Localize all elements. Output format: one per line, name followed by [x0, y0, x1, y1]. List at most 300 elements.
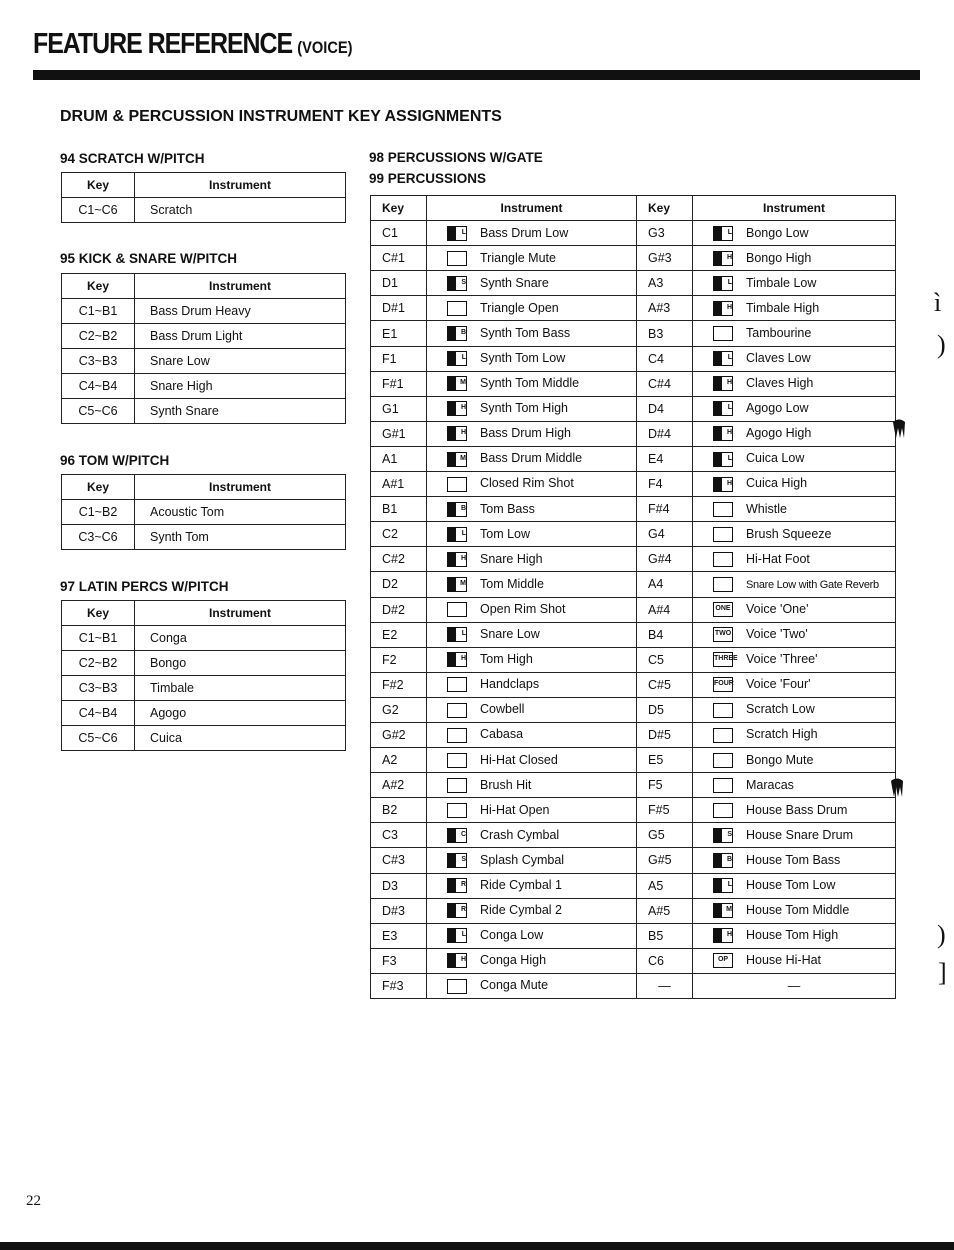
instrument-symbol-icon: M	[713, 903, 733, 918]
key-cell: C3~B3	[62, 676, 135, 701]
instrument-name: Conga Mute	[480, 978, 549, 993]
instrument-cell	[693, 572, 896, 597]
table-row	[371, 923, 896, 948]
table-row	[62, 701, 346, 726]
table-94	[61, 172, 346, 223]
key-cell: A#3	[637, 296, 693, 321]
instrument-name: Cuica High	[746, 476, 808, 491]
section-title: DRUM & PERCUSSION INSTRUMENT KEY ASSIGNMENTS	[60, 108, 502, 125]
key-cell: C4~B4	[62, 701, 135, 726]
instrument-symbol-icon	[447, 251, 467, 266]
instrument-cell	[693, 798, 896, 823]
key-cell: D#3	[371, 898, 427, 923]
instrument-symbol-icon: B	[447, 502, 467, 517]
instrument-symbol-icon: TWO	[713, 627, 733, 642]
instrument-name: Hi-Hat Foot	[746, 551, 810, 566]
table-96-title: 96 TOM W/PITCH	[60, 453, 170, 468]
instrument-cell	[427, 597, 637, 622]
table-row	[62, 198, 346, 223]
instrument-name: Bongo Low	[746, 225, 809, 240]
table-row	[62, 626, 346, 651]
table-row	[371, 446, 896, 471]
instrument-cell: Bass Drum Light	[135, 324, 346, 349]
key-cell: G3	[637, 221, 693, 246]
instrument-symbol-icon: H	[713, 928, 733, 943]
key-cell: D1	[371, 271, 427, 296]
col-key-header: Key	[371, 196, 427, 221]
instrument-symbol-icon: THREE	[713, 652, 733, 667]
instrument-cell	[693, 672, 896, 697]
key-cell: F5	[637, 773, 693, 798]
instrument-symbol-icon	[713, 778, 733, 793]
table-row	[371, 396, 896, 421]
key-cell: F#2	[371, 672, 427, 697]
key-cell: E4	[637, 446, 693, 471]
table-row	[371, 773, 896, 798]
instrument-symbol-icon: B	[713, 853, 733, 868]
instrument-name: Timbale Low	[746, 275, 817, 290]
margin-mark: )	[937, 330, 946, 359]
instrument-name: Synth Tom Low	[480, 351, 566, 365]
key-cell: —	[637, 973, 693, 998]
instrument-name: Agogo Low	[746, 401, 809, 416]
key-cell: D2	[371, 572, 427, 597]
key-cell: C1~C6	[62, 198, 135, 223]
instrument-name: Agogo High	[746, 426, 812, 441]
instrument-symbol-icon: R	[447, 903, 467, 918]
instrument-name: Synth Snare	[480, 275, 549, 290]
table-row	[62, 349, 346, 374]
key-cell: G2	[371, 697, 427, 722]
key-cell: C3~B3	[62, 349, 135, 374]
instrument-symbol-icon	[713, 552, 733, 567]
key-cell: G#3	[637, 246, 693, 271]
instrument-symbol-icon: L	[447, 226, 467, 241]
instrument-name: Bongo Mute	[746, 752, 814, 767]
instrument-cell	[427, 547, 637, 572]
instrument-symbol-icon: ONE	[713, 602, 733, 617]
key-cell: A#5	[637, 898, 693, 923]
instrument-name: Maracas	[746, 777, 794, 792]
instrument-symbol-icon: L	[713, 401, 733, 416]
key-cell: E2	[371, 622, 427, 647]
key-cell: E3	[371, 923, 427, 948]
instrument-symbol-icon: S	[713, 828, 733, 843]
margin-mark: )	[937, 920, 946, 949]
instrument-cell: Bongo	[135, 651, 346, 676]
instrument-name: Conga Low	[480, 928, 544, 943]
instrument-cell: Synth Tom	[135, 525, 346, 550]
instrument-name: House Tom Low	[746, 877, 836, 892]
key-cell: D#2	[371, 597, 427, 622]
footer-rule	[0, 1242, 954, 1250]
instrument-cell: Cuica	[135, 726, 346, 751]
instrument-cell	[693, 522, 896, 547]
col-instrument-header: Instrument	[693, 196, 896, 221]
key-cell: G4	[637, 522, 693, 547]
instrument-cell	[693, 823, 896, 848]
table-row	[371, 371, 896, 396]
instrument-name: Bass Drum Low	[480, 225, 569, 240]
instrument-name: Tom Middle	[480, 576, 544, 591]
key-cell: A2	[371, 748, 427, 773]
table-row	[62, 525, 346, 550]
key-cell: D#1	[371, 296, 427, 321]
instrument-symbol-icon: B	[447, 326, 467, 341]
instrument-symbol-icon	[447, 301, 467, 316]
instrument-cell	[693, 898, 896, 923]
table-row	[371, 547, 896, 572]
instrument-name: Splash Cymbal	[480, 852, 565, 867]
key-cell: C1~B1	[62, 299, 135, 324]
key-cell: G1	[371, 396, 427, 421]
key-cell: D#4	[637, 421, 693, 446]
instrument-symbol-icon: H	[447, 953, 467, 968]
instrument-cell	[427, 246, 637, 271]
key-cell: G5	[637, 823, 693, 848]
key-cell: C5~C6	[62, 726, 135, 751]
key-cell: C4~B4	[62, 374, 135, 399]
table-row	[371, 873, 896, 898]
instrument-name: Bongo High	[746, 250, 812, 265]
instrument-symbol-icon: C	[447, 828, 467, 843]
instrument-symbol-icon: R	[447, 878, 467, 893]
instrument-name: Tom High	[480, 652, 533, 667]
binding-mark-icon	[892, 418, 906, 440]
instrument-cell	[427, 522, 637, 547]
instrument-name: Snare Low with Gate Reverb	[746, 578, 879, 591]
instrument-symbol-icon	[713, 728, 733, 743]
instrument-cell	[427, 798, 637, 823]
instrument-symbol-icon: S	[447, 853, 467, 868]
instrument-symbol-icon: L	[713, 276, 733, 291]
instrument-name: —	[787, 978, 801, 993]
instrument-cell	[693, 973, 896, 998]
instrument-symbol-icon: H	[713, 477, 733, 492]
instrument-cell	[427, 446, 637, 471]
instrument-symbol-icon: M	[447, 452, 467, 467]
instrument-name: Tom Low	[480, 526, 531, 541]
instrument-cell: Acoustic Tom	[135, 500, 346, 525]
instrument-cell	[693, 948, 896, 973]
key-cell: B5	[637, 923, 693, 948]
key-cell: C1~B1	[62, 626, 135, 651]
table-97	[61, 600, 346, 751]
table-row	[371, 823, 896, 848]
instrument-symbol-icon	[447, 602, 467, 617]
key-cell: B1	[371, 497, 427, 522]
table-row	[371, 647, 896, 672]
instrument-symbol-icon: L	[447, 351, 467, 366]
key-cell: C#5	[637, 672, 693, 697]
instrument-name: Tambourine	[746, 325, 812, 340]
key-cell: F4	[637, 472, 693, 497]
instrument-symbol-icon: H	[713, 376, 733, 391]
instrument-name: House Tom Bass	[746, 852, 841, 867]
key-cell: A3	[637, 271, 693, 296]
table-94-title: 94 SCRATCH W/PITCH	[60, 151, 205, 166]
table-row	[371, 346, 896, 371]
instrument-cell	[693, 497, 896, 522]
key-cell: C4	[637, 346, 693, 371]
instrument-cell	[693, 321, 896, 346]
instrument-cell	[427, 697, 637, 722]
instrument-cell: Synth Snare	[135, 399, 346, 424]
instrument-name: House Tom Middle	[746, 903, 850, 918]
instrument-name: Voice 'One'	[746, 601, 809, 616]
instrument-symbol-icon: H	[447, 652, 467, 667]
key-cell: C2~B2	[62, 651, 135, 676]
table-98-99	[370, 195, 896, 999]
table-row	[371, 522, 896, 547]
key-cell: F2	[371, 647, 427, 672]
instrument-cell	[427, 622, 637, 647]
page-title	[33, 28, 353, 61]
table-row	[62, 651, 346, 676]
key-cell: C1	[371, 221, 427, 246]
col-key-header: Key	[62, 274, 135, 299]
instrument-cell	[427, 572, 637, 597]
instrument-cell	[693, 848, 896, 873]
instrument-symbol-icon: H	[713, 301, 733, 316]
instrument-cell	[693, 622, 896, 647]
instrument-cell	[693, 923, 896, 948]
instrument-cell	[427, 396, 637, 421]
instrument-symbol-icon: L	[447, 527, 467, 542]
col-key-header: Key	[62, 475, 135, 500]
instrument-name: Synth Tom High	[480, 401, 569, 416]
instrument-cell	[693, 296, 896, 321]
instrument-name: Voice 'Three'	[746, 652, 818, 667]
instrument-name: Claves Low	[746, 351, 811, 365]
instrument-cell	[427, 472, 637, 497]
table-row	[371, 622, 896, 647]
instrument-symbol-icon: L	[713, 351, 733, 366]
table-row	[371, 973, 896, 998]
col-instrument-header: Instrument	[135, 475, 346, 500]
table-row	[371, 246, 896, 271]
instrument-cell	[427, 848, 637, 873]
table-row	[62, 399, 346, 424]
table-row	[62, 324, 346, 349]
instrument-name: Voice 'Two'	[746, 627, 808, 642]
table-row	[371, 748, 896, 773]
instrument-name: Claves High	[746, 376, 814, 391]
instrument-cell	[693, 221, 896, 246]
instrument-name: Ride Cymbal 2	[480, 903, 562, 918]
table-95	[61, 273, 346, 424]
instrument-symbol-icon: L	[713, 226, 733, 241]
instrument-symbol-icon	[447, 753, 467, 768]
instrument-symbol-icon: FOUR	[713, 677, 733, 692]
table-row	[371, 421, 896, 446]
key-cell: G#4	[637, 547, 693, 572]
instrument-symbol-icon	[447, 677, 467, 692]
instrument-name: Hi-Hat Open	[480, 802, 550, 817]
instrument-symbol-icon: L	[447, 928, 467, 943]
instrument-symbol-icon: L	[713, 878, 733, 893]
instrument-name: Hi-Hat Closed	[480, 752, 558, 767]
instrument-cell	[427, 221, 637, 246]
instrument-cell	[693, 697, 896, 722]
instrument-cell	[427, 773, 637, 798]
table-row	[371, 296, 896, 321]
instrument-cell	[693, 722, 896, 747]
instrument-name: House Hi-Hat	[746, 953, 822, 968]
key-cell: E5	[637, 748, 693, 773]
key-cell: B4	[637, 622, 693, 647]
instrument-symbol-icon	[447, 477, 467, 492]
key-cell: B2	[371, 798, 427, 823]
table-99-title: 99 PERCUSSIONS	[369, 171, 487, 186]
instrument-cell	[427, 923, 637, 948]
instrument-symbol-icon	[713, 753, 733, 768]
col-instrument-header: Instrument	[135, 173, 346, 198]
col-key-header: Key	[62, 601, 135, 626]
instrument-name: Brush Hit	[480, 777, 532, 792]
table-97-title: 97 LATIN PERCS W/PITCH	[60, 579, 229, 594]
title-text: FEATURE REFERENCE	[33, 28, 293, 60]
key-cell: D#5	[637, 722, 693, 747]
instrument-cell	[427, 722, 637, 747]
instrument-symbol-icon	[713, 502, 733, 517]
key-cell: A#4	[637, 597, 693, 622]
instrument-name: Voice 'Four'	[746, 677, 811, 692]
table-row	[371, 948, 896, 973]
key-cell: C#3	[371, 848, 427, 873]
instrument-cell	[693, 271, 896, 296]
instrument-cell	[693, 748, 896, 773]
key-cell: C6	[637, 948, 693, 973]
key-cell: B3	[637, 321, 693, 346]
table-row	[371, 321, 896, 346]
key-cell: F#1	[371, 371, 427, 396]
instrument-cell: Conga	[135, 626, 346, 651]
key-cell: C3	[371, 823, 427, 848]
instrument-name: Cabasa	[480, 727, 524, 742]
table-row	[371, 798, 896, 823]
key-cell: D4	[637, 396, 693, 421]
instrument-cell	[427, 497, 637, 522]
instrument-symbol-icon: S	[447, 276, 467, 291]
key-cell: C2	[371, 522, 427, 547]
key-cell: C#2	[371, 547, 427, 572]
table-row	[371, 848, 896, 873]
key-cell: A1	[371, 446, 427, 471]
col-key-header: Key	[637, 196, 693, 221]
instrument-cell: Snare High	[135, 374, 346, 399]
table-row	[371, 472, 896, 497]
header-rule	[33, 70, 920, 80]
instrument-symbol-icon	[447, 979, 467, 994]
key-cell: C5~C6	[62, 399, 135, 424]
instrument-name: Brush Squeeze	[746, 526, 832, 541]
instrument-cell	[693, 371, 896, 396]
instrument-cell	[693, 346, 896, 371]
instrument-symbol-icon	[447, 778, 467, 793]
col-key-header: Key	[62, 173, 135, 198]
instrument-cell	[427, 898, 637, 923]
instrument-cell	[427, 748, 637, 773]
instrument-cell	[427, 346, 637, 371]
instrument-name: Bass Drum Middle	[480, 451, 583, 466]
table-row	[371, 722, 896, 747]
table-row	[371, 672, 896, 697]
col-instrument-header: Instrument	[135, 274, 346, 299]
key-cell: D3	[371, 873, 427, 898]
key-cell: C1~B2	[62, 500, 135, 525]
instrument-symbol-icon	[713, 703, 733, 718]
instrument-cell: Scratch	[135, 198, 346, 223]
instrument-name: Timbale High	[746, 300, 820, 315]
instrument-cell	[427, 873, 637, 898]
instrument-name: Scratch Low	[746, 702, 815, 717]
instrument-cell: Agogo	[135, 701, 346, 726]
instrument-cell	[427, 421, 637, 446]
table-row	[371, 221, 896, 246]
binding-mark-icon	[890, 777, 904, 799]
instrument-symbol-icon: L	[713, 452, 733, 467]
key-cell: F#5	[637, 798, 693, 823]
instrument-symbol-icon: L	[447, 627, 467, 642]
instrument-symbol-icon	[447, 728, 467, 743]
table-96	[61, 474, 346, 550]
instrument-cell	[693, 597, 896, 622]
instrument-cell	[693, 873, 896, 898]
instrument-name: Crash Cymbal	[480, 827, 560, 842]
instrument-name: Triangle Open	[480, 300, 559, 315]
instrument-cell	[693, 396, 896, 421]
instrument-symbol-icon	[713, 577, 733, 592]
key-cell: G#1	[371, 421, 427, 446]
instrument-cell	[427, 271, 637, 296]
col-instrument-header: Instrument	[427, 196, 637, 221]
instrument-symbol-icon: H	[447, 401, 467, 416]
instrument-cell: Timbale	[135, 676, 346, 701]
key-cell: C3~C6	[62, 525, 135, 550]
title-subtitle: (VOICE)	[297, 38, 353, 57]
col-instrument-header: Instrument	[135, 601, 346, 626]
key-cell: A5	[637, 873, 693, 898]
instrument-symbol-icon	[447, 703, 467, 718]
instrument-name: Bass Drum High	[480, 426, 571, 441]
instrument-cell	[427, 948, 637, 973]
instrument-name: Ride Cymbal 1	[480, 877, 562, 892]
key-cell: G#5	[637, 848, 693, 873]
key-cell: D5	[637, 697, 693, 722]
instrument-name: Conga High	[480, 953, 547, 968]
instrument-name: House Snare Drum	[746, 827, 853, 842]
instrument-name: Synth Tom Bass	[480, 325, 571, 340]
margin-mark: ì	[934, 288, 942, 317]
key-cell: F1	[371, 346, 427, 371]
key-cell: C2~B2	[62, 324, 135, 349]
instrument-name: Cowbell	[480, 702, 525, 717]
table-row	[371, 898, 896, 923]
instrument-name: Cuica Low	[746, 451, 805, 466]
key-cell: F3	[371, 948, 427, 973]
table-row	[62, 500, 346, 525]
key-cell: A#2	[371, 773, 427, 798]
instrument-name: Whistle	[746, 501, 787, 516]
instrument-symbol-icon: H	[447, 552, 467, 567]
key-cell: C5	[637, 647, 693, 672]
instrument-symbol-icon	[713, 803, 733, 818]
table-95-title: 95 KICK & SNARE W/PITCH	[60, 251, 238, 266]
instrument-symbol-icon: OP	[713, 953, 733, 968]
instrument-symbol-icon: H	[713, 426, 733, 441]
instrument-cell	[693, 472, 896, 497]
